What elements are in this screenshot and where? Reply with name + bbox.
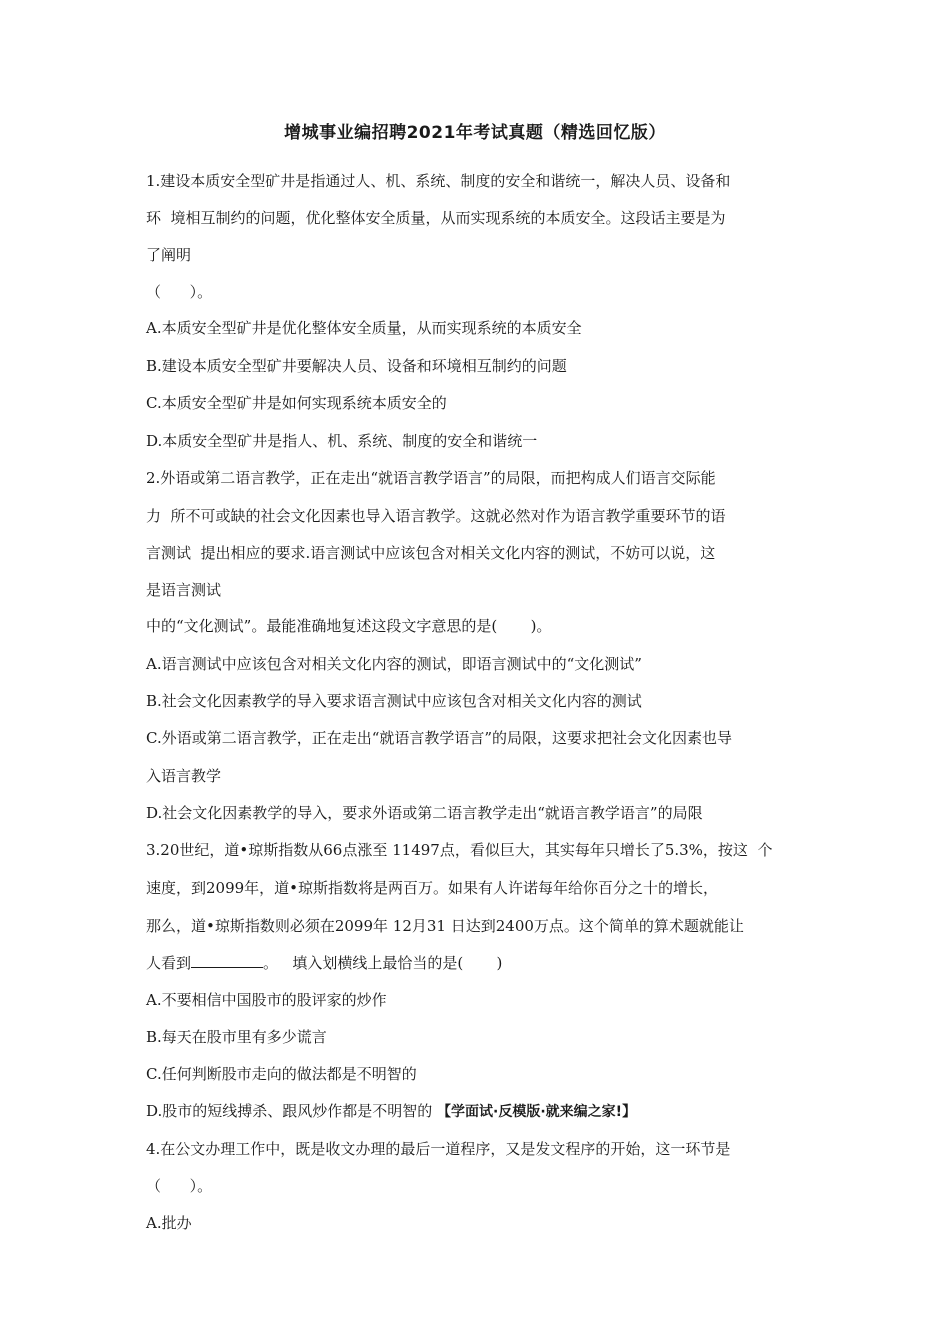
promo-note: 【学面试·反模版·就来编之家!】 xyxy=(437,1104,637,1120)
q1-option-a: A.本质安全型矿井是优化整体安全质量，从而实现系统的本质安全 xyxy=(146,319,582,337)
q4-stem-line-1: 4.在公文办理工作中，既是收文办理的最后一道程序，又是发文程序的开始，这一环节是 xyxy=(146,1140,731,1158)
q2-option-c-line-2: 入语言教学 xyxy=(146,767,222,785)
q1-option-d: D.本质安全型矿井是指人、机、系统、制度的安全和谐统一 xyxy=(146,432,538,450)
q2-stem-line-1: 2.外语或第二语言教学，正在走出“就语言教学语言”的局限，而把构成人们语言交际能 xyxy=(146,469,716,487)
q2-stem-line-3: 言测试 提出相应的要求.语言测试中应该包含对相关文化内容的测试，不妨可以说，这 xyxy=(146,544,716,562)
q2-stem-line-5: 中的“文化测试”。最能准确地复述这段文字意思的是( )。 xyxy=(146,617,552,635)
q2-stem-line-4: 是语言测试 xyxy=(146,581,222,599)
page-title: 增城事业编招聘2021年考试真题（精选回忆版） xyxy=(284,123,666,143)
q3-stem-line-3: 那么，道•琼斯指数则必须在2099年 12月31 日达到2400万点。这个简单的算术题就能让 xyxy=(146,917,744,935)
q3-option-b: B.每天在股市里有多少谎言 xyxy=(146,1028,327,1046)
q1-option-c: C.本质安全型矿井是如何实现系统本质安全的 xyxy=(146,394,447,412)
q1-option-b: B.建设本质安全型矿井要解决人员、设备和环境相互制约的问题 xyxy=(146,357,567,375)
q2-option-b: B.社会文化因素教学的导入要求语言测试中应该包含对相关文化内容的测试 xyxy=(146,692,642,710)
q3-option-c: C.任何判断股市走向的做法都是不明智的 xyxy=(146,1065,417,1083)
q3-stem-suffix: 。 填入划横线上最恰当的是( ) xyxy=(263,954,503,972)
q1-stem-line-4: （ ）。 xyxy=(146,283,213,301)
q2-option-a: A.语言测试中应该包含对相关文化内容的测试，即语言测试中的“文化测试” xyxy=(146,655,642,673)
q1-stem-line-3: 了阐明 xyxy=(146,246,192,264)
q3-stem-line-2: 速度，到2099年，道•琼斯指数将是两百万。如果有人许诺每年给你百分之十的增长， xyxy=(146,879,719,897)
q1-stem-line-2: 环 境相互制约的问题，优化整体安全质量，从而实现系统的本质安全。这段话主要是为 xyxy=(146,209,726,227)
q4-stem-line-2: （ ）。 xyxy=(146,1177,213,1195)
fill-in-blank xyxy=(191,953,263,968)
q3-stem-prefix: 人看到 xyxy=(146,954,192,972)
q4-option-a: A.批办 xyxy=(146,1214,192,1232)
q3-option-a: A.不要相信中国股市的股评家的炒作 xyxy=(146,991,387,1009)
q2-option-d: D.社会文化因素教学的导入，要求外语或第二语言教学走出“就语言教学语言”的局限 xyxy=(146,804,703,822)
q3-option-d-line xyxy=(146,1101,636,1122)
q3-stem-line-4 xyxy=(146,953,502,973)
q3-option-d: D.股市的短线搏杀、跟风炒作都是不明智的 xyxy=(146,1102,433,1120)
q2-option-c-line-1: C.外语或第二语言教学，正在走出“就语言教学语言”的局限，这要求把社会文化因素也导 xyxy=(146,729,733,747)
q3-stem-line-1: 3.20世纪，道•琼斯指数从66点涨至 11497点，看似巨大，其实每年只增长了5.3%，按这 个 xyxy=(146,841,773,859)
q1-stem-line-1: 1.建设本质安全型矿井是指通过人、机、系统、制度的安全和谐统一，解决人员、设备和 xyxy=(146,172,731,190)
q2-stem-line-2: 力 所不可或缺的社会文化因素也导入语言教学。这就必然对作为语言教学重要环节的语 xyxy=(146,507,726,525)
